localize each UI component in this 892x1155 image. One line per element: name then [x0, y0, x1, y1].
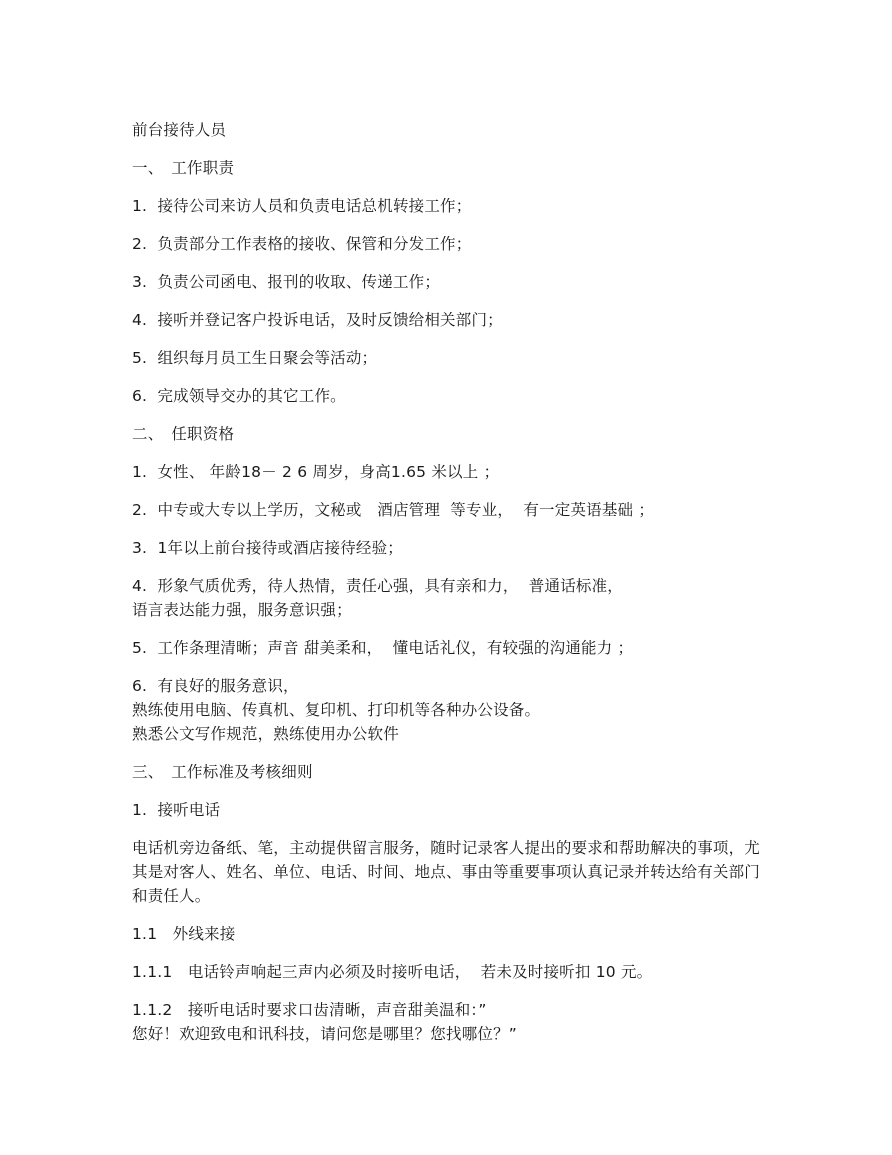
- duty-item-4: 4. 接听并登记客户投诉电话，及时反馈给相关部门；: [132, 311, 503, 329]
- standard-subheading-phone: 1. 接听电话: [132, 801, 221, 819]
- document-body: [132, 118, 772, 1046]
- standard-item-1-1-1: 1.1.1 电话铃声响起三声内必须及时接听电话， 若未及时接听扣 10 元。: [132, 963, 653, 981]
- qualification-item-4: [132, 574, 772, 622]
- standard-item-1-1-2: [132, 998, 772, 1046]
- duty-item-1: 1. 接待公司来访人员和负责电话总机转接工作；: [132, 197, 472, 215]
- standard-item-1-1-2-line-1: 1.1.2 接听电话时要求口齿清晰，声音甜美温和：”: [132, 1001, 487, 1019]
- section-heading-standards: 三、 工作标准及考核细则: [132, 763, 313, 781]
- qualification-item-3: 3. 1年以上前台接待或酒店接待经验；: [132, 539, 404, 557]
- duty-item-5: 5. 组织每月员工生日聚会等活动；: [132, 349, 378, 367]
- qualification-item-2: 2. 中专或大专以上学历，文秘或 酒店管理 等专业， 有一定英语基础 ；: [132, 501, 655, 519]
- standard-item-1-1-2-line-2: 您好！欢迎致电和讯科技，请问您是哪里？您找哪位？”: [132, 1025, 518, 1043]
- qualification-item-6-line-3: 熟悉公文写作规范，熟练使用办公软件: [132, 725, 399, 743]
- qualification-item-5: 5. 工作条理清晰；声音 甜美柔和， 懂电话礼仪，有较强的沟通能力 ；: [132, 639, 634, 657]
- qualification-item-6: [132, 674, 772, 746]
- standard-phone-paragraph: 电话机旁边备纸、笔，主动提供留言服务，随时记录客人提出的要求和帮助解决的事项，尤其是对客人、姓名、单位、电话、时间、地点、事由等重要事项认真记录并转达给有关部门和责任人。: [132, 839, 761, 905]
- qualification-item-4-line-1: 4. 形象气质优秀，待人热情，责任心强，具有亲和力， 普通话标准，: [132, 577, 623, 595]
- qualification-item-4-line-2: 语言表达能力强，服务意识强；: [132, 601, 352, 619]
- qualification-item-6-line-1: 6. 有良好的服务意识，: [132, 677, 299, 695]
- qualification-item-1: 1. 女性、 年龄18－ 2 6 周岁，身高1.65 米以上 ；: [132, 463, 500, 481]
- duty-item-3: 3. 负责公司函电、报刊的收取、传递工作；: [132, 273, 441, 291]
- duty-item-6: 6. 完成领导交办的其它工作。: [132, 387, 346, 405]
- section-heading-duties: 一、 工作职责: [132, 159, 235, 177]
- duty-item-2: 2. 负责部分工作表格的接收、保管和分发工作；: [132, 235, 472, 253]
- document-title: 前台接待人员: [132, 121, 227, 139]
- section-heading-qualifications: 二、 任职资格: [132, 425, 235, 443]
- standard-subheading-external-calls: 1.1 外线来接: [132, 925, 236, 943]
- qualification-item-6-line-2: 熟练使用电脑、传真机、复印机、打印机等各种办公设备。: [132, 701, 541, 719]
